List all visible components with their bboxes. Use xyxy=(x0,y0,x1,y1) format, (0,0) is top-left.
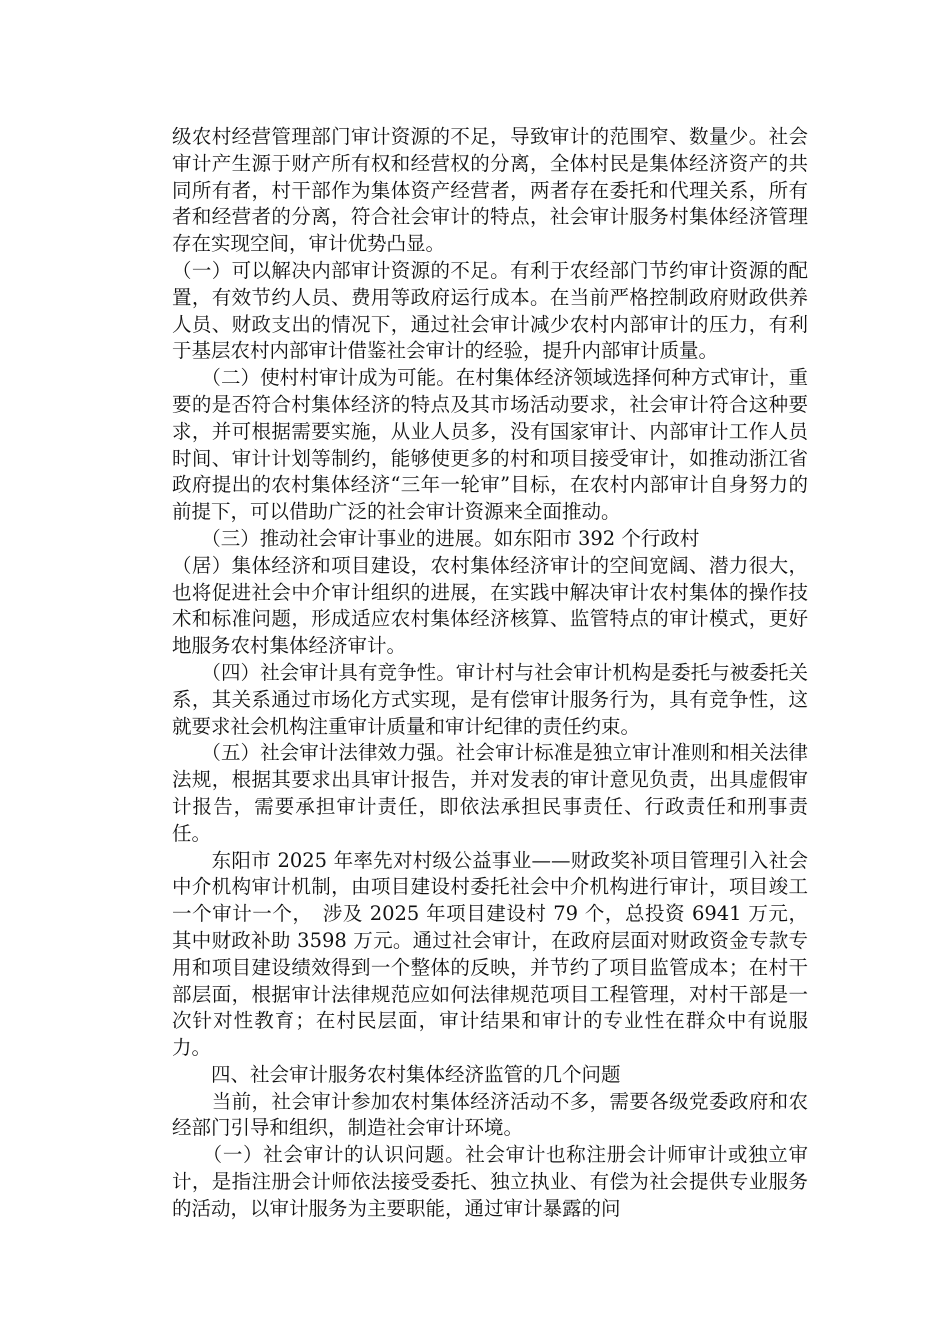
paragraph-dongyang-case: 东阳市 2025 年率先对村级公益事业——财政奖补项目管理引入社会中介机构审计机制，由项目建设村委托社会中介机构进行审计，项目竣工一个审计一个， 涉及 2025 年项目建设村 79 个，总投资 6941 万元，其中财政补助 3598 万元。通过社会审计，在政府层面对财政资金专款专用和项目建设绩效得到一个整体的反映，并节约了项目监管成本；在村干部层面，根据审计法律规范应如何法律规范项目工程管理，对村干部是一次针对性教育；在村民层面，审计结果和审计的专业性在群众中有说服力。 xyxy=(172,848,808,1060)
paragraph-item-3: （三）推动社会审计事业的进展。如东阳市 392 个行政村 （居）集体经济和项目建设，农村集体经济审计的空间宽阔、潜力很大，也将促进社会中介审计组织的进展，在实践中解决审计农村集体的操作技术和标准问题，形成适应农村集体经济核算、监管特点的审计模式，更好地服务农村集体经济审计。 xyxy=(172,526,808,658)
paragraph-item-2: （二）使村村审计成为可能。在村集体经济领域选择何种方式审计，重要的是否符合村集体经济的特点及其市场活动要求，社会审计符合这种要求，并可根据需要实施，从业人员多，没有国家审计、内部审计工作人员时间、审计计划等制约，能够使更多的村和项目接受审计，如推动浙江省政府提出的农村集体经济“三年一轮审”目标，在农村内部审计自身努力的前提下，可以借助广泛的社会审计资源来全面推动。 xyxy=(172,366,808,524)
section-heading-4: 四、社会审计服务农村集体经济监管的几个问题 xyxy=(172,1062,621,1086)
paragraph-item-4: （四）社会审计具有竞争性。审计村与社会审计机构是委托与被委托关系，其关系通过市场化方式实现，是有偿审计服务行为，具有竞争性，这就要求社会机构注重审计质量和审计纪律的责任约束。 xyxy=(172,660,808,738)
document-body xyxy=(172,124,808,1223)
paragraph-item-5: （五）社会审计法律效力强。社会审计标准是独立审计准则和相关法律法规，根据其要求出具审计报告，并对发表的审计意见负责，出具虚假审计报告，需要承担审计责任，即依法承担民事责任、行政责任和刑事责任。 xyxy=(172,741,808,845)
paragraph-continuation: 级农村经营管理部门审计资源的不足，导致审计的范围窄、数量少。社会审计产生源于财产所有权和经营权的分离，全体村民是集体经济资产的共同所有者，村干部作为集体资产经营者，两者存在委托和代理关系，所有者和经营者的分离，符合社会审计的特点，社会审计服务村集体经济管理存在实现空间，审计优势凸显。 xyxy=(172,125,808,256)
paragraph-current-situation: 当前，社会审计参加农村集体经济活动不多，需要各级党委政府和农经部门引导和组织，制造社会审计环境。 xyxy=(172,1089,808,1140)
paragraph-item-1: （一）可以解决内部审计资源的不足。有利于农经部门节约审计资源的配置，有效节约人员、费用等政府运行成本。在当前严格控制政府财政供养人员、财政支出的情况下，通过社会审计减少农村内部审计的压力，有利于基层农村内部审计借鉴社会审计的经验，提升内部审计质量。 xyxy=(172,258,808,363)
paragraph-recognition-issue: （一）社会审计的认识问题。社会审计也称注册会计师审计或独立审计，是指注册会计师依法接受委托、独立执业、有偿为社会提供专业服务的活动，以审计服务为主要职能，通过审计暴露的问 xyxy=(172,1143,808,1220)
